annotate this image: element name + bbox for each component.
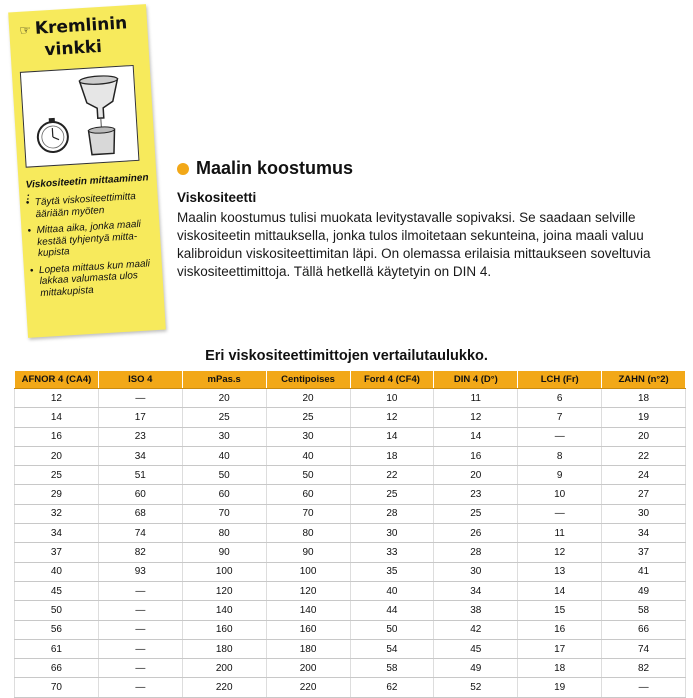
table-cell: 200 [266, 659, 350, 678]
table-cell: 6 [518, 389, 602, 408]
table-cell: 22 [602, 446, 686, 465]
table-cell: 60 [182, 485, 266, 504]
table-cell: 20 [182, 389, 266, 408]
tip-title [19, 13, 141, 62]
table-cell: 37 [15, 543, 99, 562]
tip-list-item: • Lopeta mittaus kun maali lakkaa valumasta ulos mittakupista [30, 257, 158, 299]
table-cell: 38 [434, 601, 518, 620]
tip-heading: Viskositeetin mittaaminen : [25, 172, 149, 203]
table-cell: 160 [266, 620, 350, 639]
table-cell: 70 [182, 504, 266, 523]
table-cell: 20 [266, 389, 350, 408]
table-row [15, 485, 686, 504]
table-row [15, 524, 686, 543]
table-cell: — [98, 620, 182, 639]
table-cell: 34 [15, 524, 99, 543]
table-cell: 40 [350, 581, 434, 600]
tip-list [26, 190, 158, 304]
table-cell: 100 [182, 562, 266, 581]
table-cell: 19 [602, 408, 686, 427]
table-cell: 54 [350, 639, 434, 658]
table-cell: 37 [602, 543, 686, 562]
table-cell: 62 [350, 678, 434, 697]
table-cell: 180 [266, 639, 350, 658]
table-row [15, 601, 686, 620]
table-cell: 19 [518, 678, 602, 697]
table-cell: 49 [602, 581, 686, 600]
table-cell: 52 [434, 678, 518, 697]
table-cell: — [98, 639, 182, 658]
table-cell: 44 [350, 601, 434, 620]
table-cell: 25 [434, 504, 518, 523]
table-cell: — [518, 427, 602, 446]
table-title: Eri viskositeettimittojen vertailutaulukko. [205, 348, 488, 364]
table-cell: 40 [266, 446, 350, 465]
table-cell: 23 [98, 427, 182, 446]
table-cell: 50 [15, 601, 99, 620]
table-cell: 50 [350, 620, 434, 639]
table-cell: 50 [266, 466, 350, 485]
table-cell: 10 [518, 485, 602, 504]
table-cell: 14 [518, 581, 602, 600]
table-cell: 51 [98, 466, 182, 485]
table-cell: 140 [182, 601, 266, 620]
table-cell: 7 [518, 408, 602, 427]
table-cell: 180 [182, 639, 266, 658]
table-cell: 10 [350, 389, 434, 408]
tip-list-item: • Täytä viskositeettimitta ääriään myöten [26, 190, 153, 221]
table-cell: 22 [350, 466, 434, 485]
table-cell: 15 [518, 601, 602, 620]
table-cell: 120 [266, 581, 350, 600]
table-row [15, 389, 686, 408]
table-cell: 220 [182, 678, 266, 697]
table-cell: 16 [434, 446, 518, 465]
table-cell: 17 [98, 408, 182, 427]
table-cell: 29 [15, 485, 99, 504]
viscometer-illustration-svg [21, 66, 139, 167]
section-title: Maalin koostumus [196, 158, 354, 178]
table-cell: 41 [602, 562, 686, 581]
table-body [15, 389, 686, 698]
table-cell: 34 [434, 581, 518, 600]
table-cell: 33 [350, 543, 434, 562]
column-header: AFNOR 4 (CA4) [15, 371, 99, 389]
table-cell: 50 [182, 466, 266, 485]
table-cell: 100 [266, 562, 350, 581]
table-cell: 30 [182, 427, 266, 446]
table-cell: 20 [15, 446, 99, 465]
section-paragraph: Maalin koostumus tulisi muokata levitystavalle sopivaksi. Se saadaan selville viskositeetin mittauksella, jonka tulos ilmoitetaan sekunteina, joina maali valuu kalibroidun viskositeettimitan läpi. On olemassa erilaisia mittaukseen soveltuvia viskositeettimittoja. Tällä hetkellä käytetyin on DIN 4. [177, 210, 651, 279]
table-cell: 17 [518, 639, 602, 658]
column-header: LCH (Fr) [518, 371, 602, 389]
table-cell: 8 [518, 446, 602, 465]
table-cell: 24 [602, 466, 686, 485]
table-cell: 14 [350, 427, 434, 446]
table-cell: 11 [518, 524, 602, 543]
column-header: Centipoises [266, 371, 350, 389]
table-cell: 56 [15, 620, 99, 639]
table-cell: 58 [602, 601, 686, 620]
table-cell: 14 [434, 427, 518, 446]
table-row [15, 427, 686, 446]
table-cell: 28 [350, 504, 434, 523]
table-cell: 90 [266, 543, 350, 562]
column-header: ZAHN (n°2) [602, 371, 686, 389]
table-row [15, 659, 686, 678]
table-cell: 74 [98, 524, 182, 543]
tip-title-line2: vinkki [43, 36, 103, 61]
table-row [15, 639, 686, 658]
table-cell: 28 [434, 543, 518, 562]
table-cell: 9 [518, 466, 602, 485]
table-cell: 16 [518, 620, 602, 639]
table-cell: 220 [266, 678, 350, 697]
table-cell: 16 [15, 427, 99, 446]
table-cell: 13 [518, 562, 602, 581]
table-cell: 140 [266, 601, 350, 620]
table-row [15, 504, 686, 523]
table-cell: 25 [182, 408, 266, 427]
table-cell: 14 [15, 408, 99, 427]
table-cell: 49 [434, 659, 518, 678]
table-cell: — [98, 659, 182, 678]
table-row [15, 408, 686, 427]
table-row [15, 581, 686, 600]
table-cell: 18 [602, 389, 686, 408]
table-cell: — [602, 678, 686, 697]
table-row [15, 543, 686, 562]
table-header-row [15, 371, 686, 389]
table-cell: 70 [15, 678, 99, 697]
viscosity-comparison-table [14, 371, 686, 698]
table-cell: 34 [98, 446, 182, 465]
table-cell: — [518, 504, 602, 523]
table-row [15, 562, 686, 581]
table-cell: 30 [266, 427, 350, 446]
table-cell: 60 [266, 485, 350, 504]
table-cell: 61 [15, 639, 99, 658]
table-cell: 120 [182, 581, 266, 600]
table-cell: 30 [602, 504, 686, 523]
pointing-hand-icon: ☞ [18, 23, 32, 39]
table-cell: 20 [602, 427, 686, 446]
table-cell: 30 [434, 562, 518, 581]
tip-list-item: • Mittaa aika, jonka maali kestää tyhjentyä mitta-kupista [27, 218, 155, 260]
table-cell: 45 [434, 639, 518, 658]
table-cell: 66 [15, 659, 99, 678]
table-row [15, 678, 686, 697]
table-cell: 68 [98, 504, 182, 523]
table-cell: — [98, 389, 182, 408]
table-cell: 200 [182, 659, 266, 678]
table-cell: 60 [98, 485, 182, 504]
table-cell: 12 [350, 408, 434, 427]
column-header: ISO 4 [98, 371, 182, 389]
table-row [15, 620, 686, 639]
tip-title-line1: Kremlinin [34, 13, 128, 39]
table-cell: 34 [602, 524, 686, 543]
table-cell: 70 [266, 504, 350, 523]
column-header: mPas.s [182, 371, 266, 389]
column-header: DIN 4 (D°) [434, 371, 518, 389]
table-cell: — [98, 678, 182, 697]
table-cell: 18 [518, 659, 602, 678]
table-cell: 25 [350, 485, 434, 504]
section-bullet-icon [177, 163, 189, 175]
table-cell: 30 [350, 524, 434, 543]
table-cell: 80 [266, 524, 350, 543]
table-cell: 160 [182, 620, 266, 639]
table-cell: 80 [182, 524, 266, 543]
table-cell: 82 [602, 659, 686, 678]
table-cell: 90 [182, 543, 266, 562]
viscometer-illustration [20, 65, 140, 168]
table-cell: 40 [182, 446, 266, 465]
table-cell: 27 [602, 485, 686, 504]
table-row [15, 466, 686, 485]
table-cell: 12 [434, 408, 518, 427]
tip-card [8, 4, 166, 338]
table-cell: 26 [434, 524, 518, 543]
table-cell: 66 [602, 620, 686, 639]
table-cell: — [98, 601, 182, 620]
table-cell: 40 [15, 562, 99, 581]
table-cell: 35 [350, 562, 434, 581]
table-cell: 58 [350, 659, 434, 678]
table-cell: 32 [15, 504, 99, 523]
table-cell: 12 [518, 543, 602, 562]
table-cell: 45 [15, 581, 99, 600]
table-row [15, 446, 686, 465]
table-cell: — [98, 581, 182, 600]
column-header: Ford 4 (CF4) [350, 371, 434, 389]
table-cell: 25 [266, 408, 350, 427]
table-cell: 12 [15, 389, 99, 408]
table-cell: 82 [98, 543, 182, 562]
table-cell: 18 [350, 446, 434, 465]
table-cell: 25 [15, 466, 99, 485]
table-cell: 23 [434, 485, 518, 504]
table-cell: 11 [434, 389, 518, 408]
table-cell: 74 [602, 639, 686, 658]
section-subheading: Viskositeetti [177, 190, 257, 205]
table-cell: 93 [98, 562, 182, 581]
table-cell: 20 [434, 466, 518, 485]
table-cell: 42 [434, 620, 518, 639]
